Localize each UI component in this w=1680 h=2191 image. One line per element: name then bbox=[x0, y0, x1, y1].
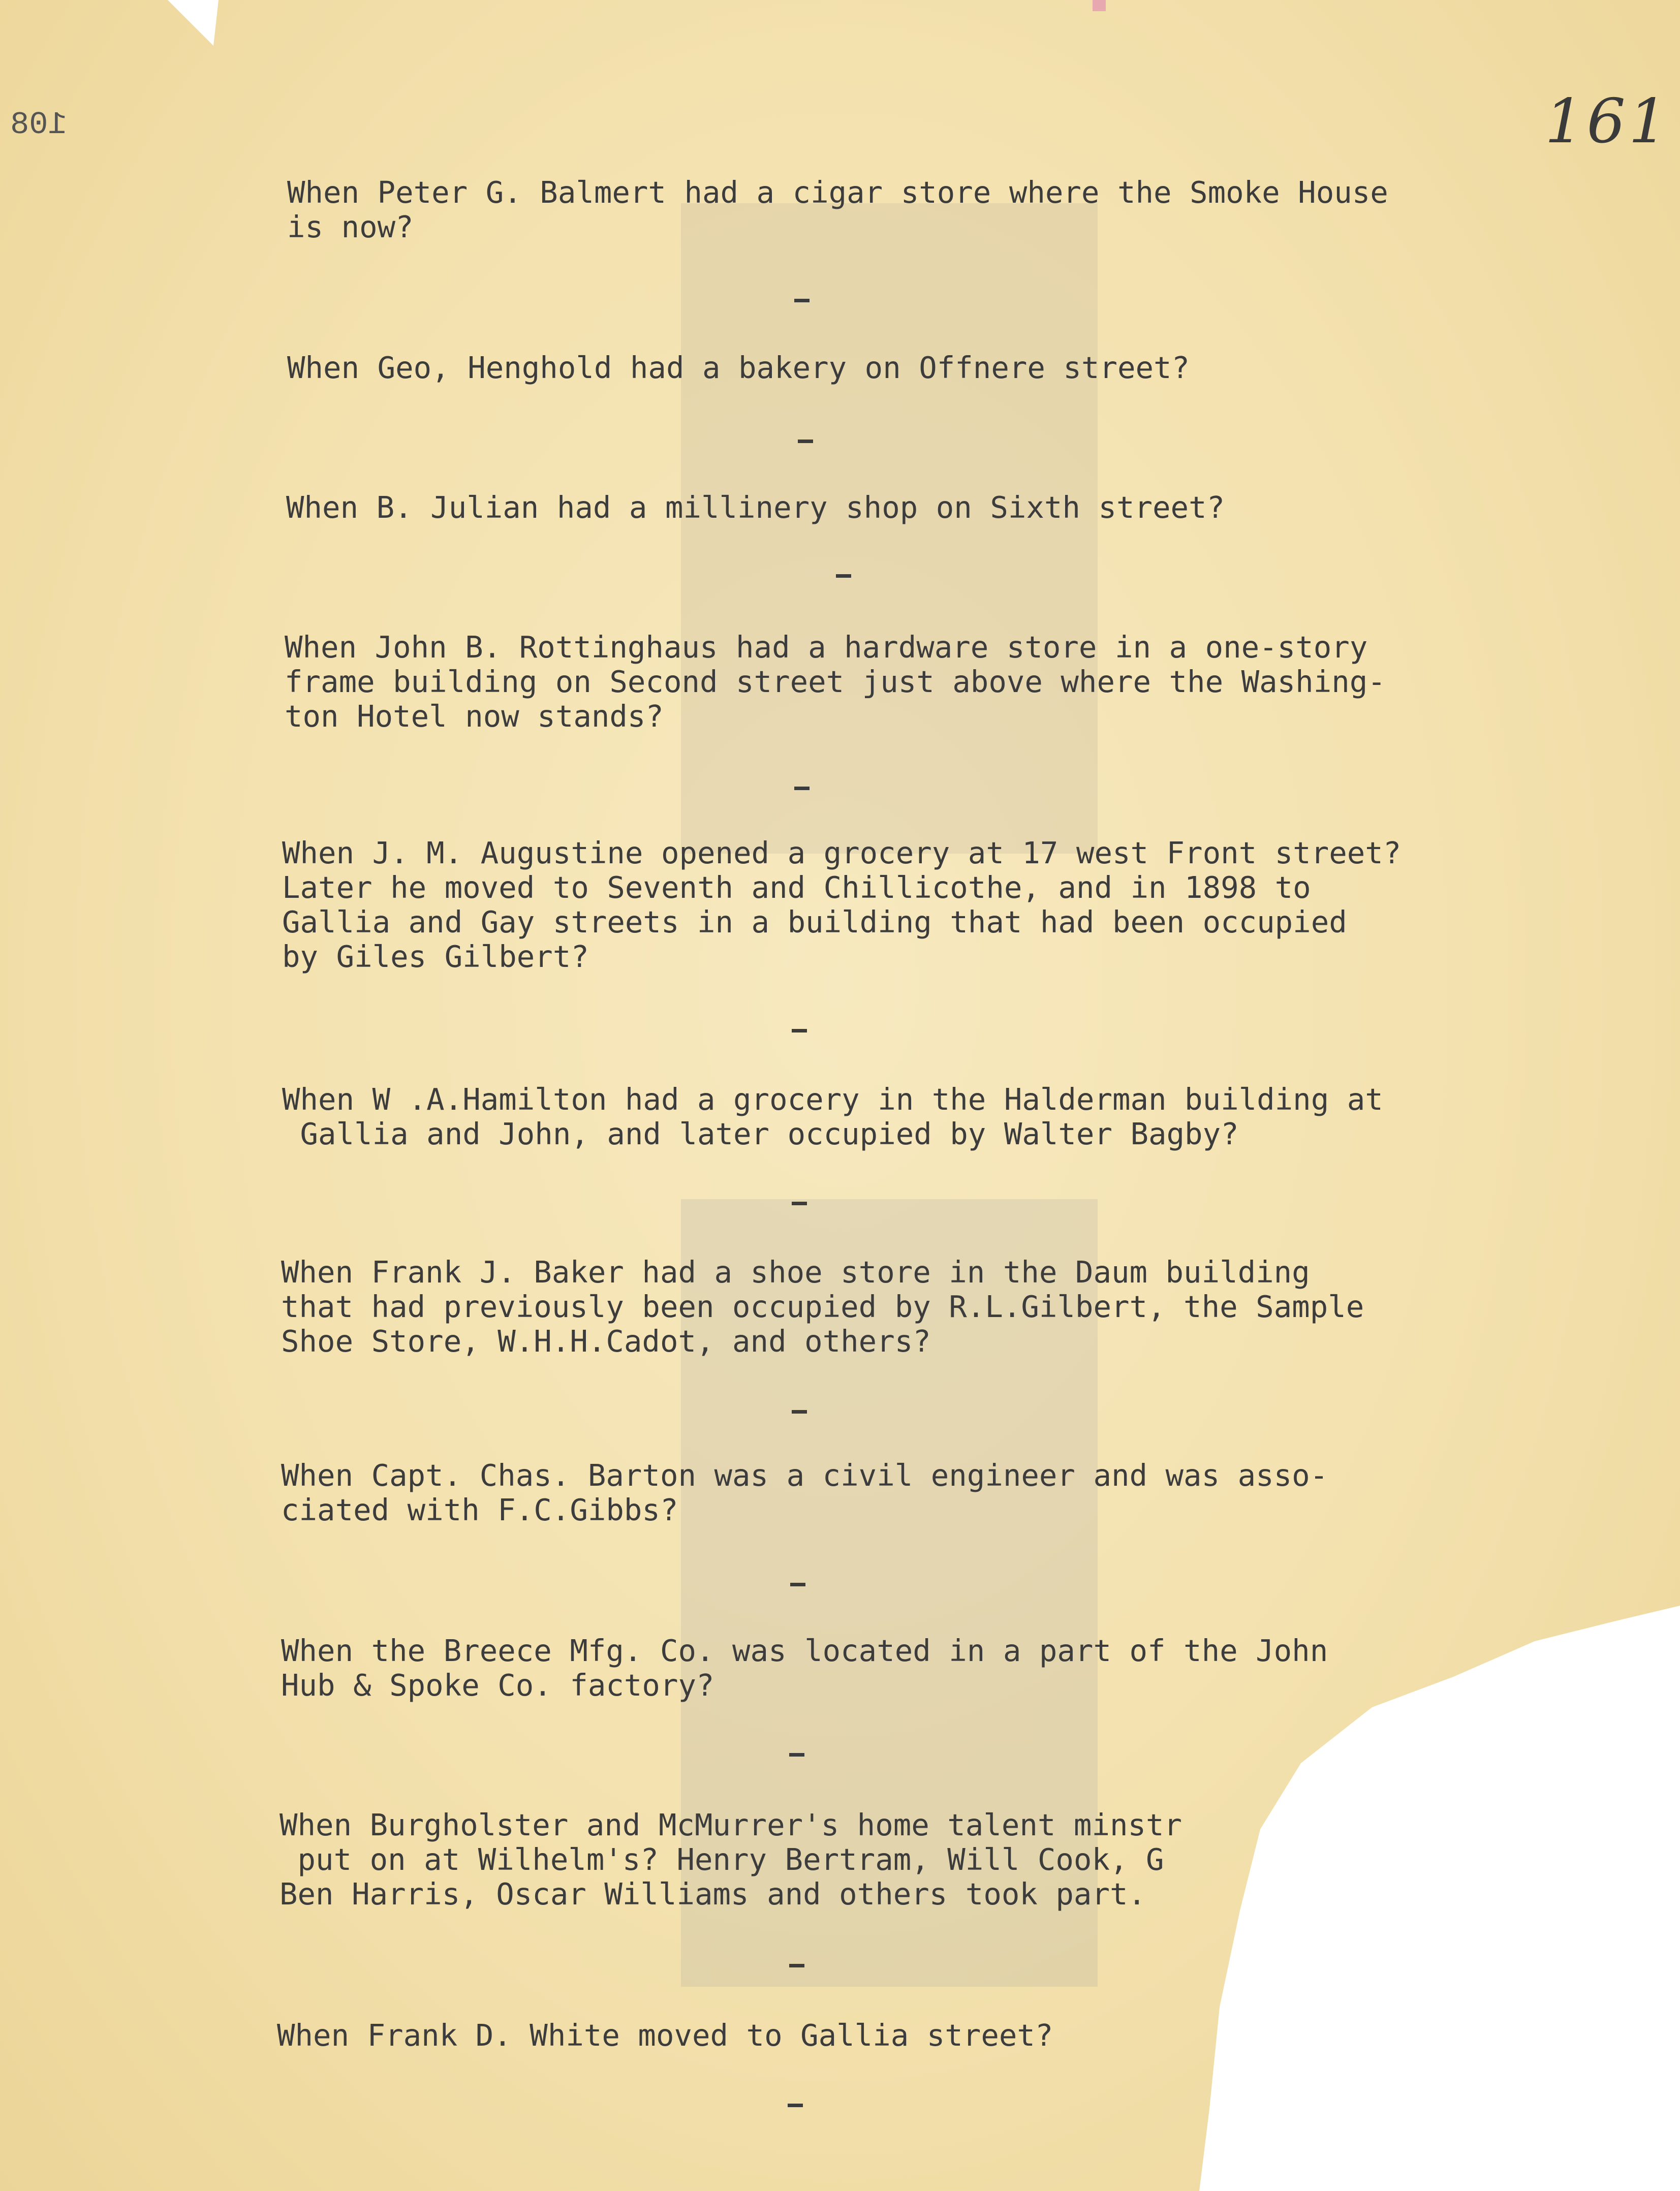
entry-line: by Giles Gilbert? bbox=[282, 939, 589, 974]
entry-text bbox=[285, 630, 1386, 734]
separator-dash bbox=[798, 440, 813, 443]
separator-dash bbox=[792, 1029, 807, 1032]
entry-line: Hub & Spoke Co. factory? bbox=[281, 1668, 714, 1703]
entry-line: When Frank J. Baker had a shoe store in the Daum building bbox=[281, 1255, 1310, 1290]
entry-line: ciated with F.C.Gibbs? bbox=[281, 1492, 678, 1527]
tape-strip bbox=[681, 203, 1098, 854]
entry-text bbox=[287, 351, 1190, 385]
separator-dash bbox=[792, 1202, 807, 1205]
entry-line: When Geo, Henghold had a bakery on Offnere street? bbox=[287, 350, 1190, 385]
separator-dash bbox=[789, 1753, 804, 1757]
entry-line: When Frank D. White moved to Gallia street? bbox=[277, 2018, 1053, 2053]
entry-line: put on at Wilhelm's? Henry Bertram, Will Cook, G bbox=[279, 1842, 1164, 1877]
entry-text bbox=[279, 1808, 1182, 1912]
separator-dash bbox=[794, 787, 810, 790]
entry-line: Gallia and Gay streets in a building that had been occupied bbox=[282, 904, 1347, 940]
corner-page-number: 108 bbox=[10, 107, 67, 143]
entry-text bbox=[282, 836, 1401, 974]
entry-line: When Peter G. Balmert had a cigar store where the Smoke House bbox=[287, 175, 1388, 210]
entry-line: ton Hotel now stands? bbox=[285, 699, 664, 734]
entry-line: is now? bbox=[287, 209, 414, 244]
entry-line: Ben Harris, Oscar Williams and others took part. bbox=[279, 1876, 1146, 1912]
entry-line: When Burgholster and McMurrer's home talent minstr bbox=[279, 1807, 1183, 1842]
entry-text bbox=[281, 1458, 1328, 1527]
entry-text bbox=[286, 490, 1225, 525]
separator-dash bbox=[794, 299, 810, 302]
entry-line: Shoe Store, W.H.H.Cadot, and others? bbox=[281, 1324, 931, 1359]
entry-text bbox=[281, 1634, 1328, 1703]
entry-line: When B. Julian had a millinery shop on Sixth street? bbox=[286, 490, 1225, 525]
entry-line: When John B. Rottinghaus had a hardware store in a one-story bbox=[285, 630, 1368, 665]
separator-dash bbox=[792, 1410, 807, 1414]
entry-line: Later he moved to Seventh and Chillicothe, and in 1898 to bbox=[282, 870, 1311, 905]
entry-text bbox=[282, 1082, 1383, 1151]
entry-line: When J. M. Augustine opened a grocery at 17 west Front street? bbox=[282, 835, 1402, 870]
entry-text bbox=[277, 2018, 1053, 2053]
entry-text bbox=[281, 1255, 1364, 1359]
entry-line: Gallia and John, and later occupied by Walter Bagby? bbox=[282, 1116, 1239, 1151]
entry-text bbox=[287, 175, 1388, 244]
separator-dash bbox=[788, 2104, 803, 2107]
entry-line: When W .A.Hamilton had a grocery in the Halderman building at bbox=[282, 1082, 1383, 1117]
handwritten-page-number: 161 bbox=[1545, 86, 1671, 157]
pink-mark bbox=[1093, 0, 1106, 11]
separator-dash bbox=[789, 1964, 804, 1967]
entry-line: that had previously been occupied by R.L.Gilbert, the Sample bbox=[281, 1289, 1364, 1324]
entry-line: When Capt. Chas. Barton was a civil engineer and was asso- bbox=[281, 1458, 1328, 1493]
entry-line: When the Breece Mfg. Co. was located in a part of the John bbox=[281, 1633, 1328, 1668]
separator-dash bbox=[790, 1583, 805, 1586]
separator-dash bbox=[836, 574, 851, 578]
entry-line: frame building on Second street just above where the Washing- bbox=[285, 664, 1386, 699]
